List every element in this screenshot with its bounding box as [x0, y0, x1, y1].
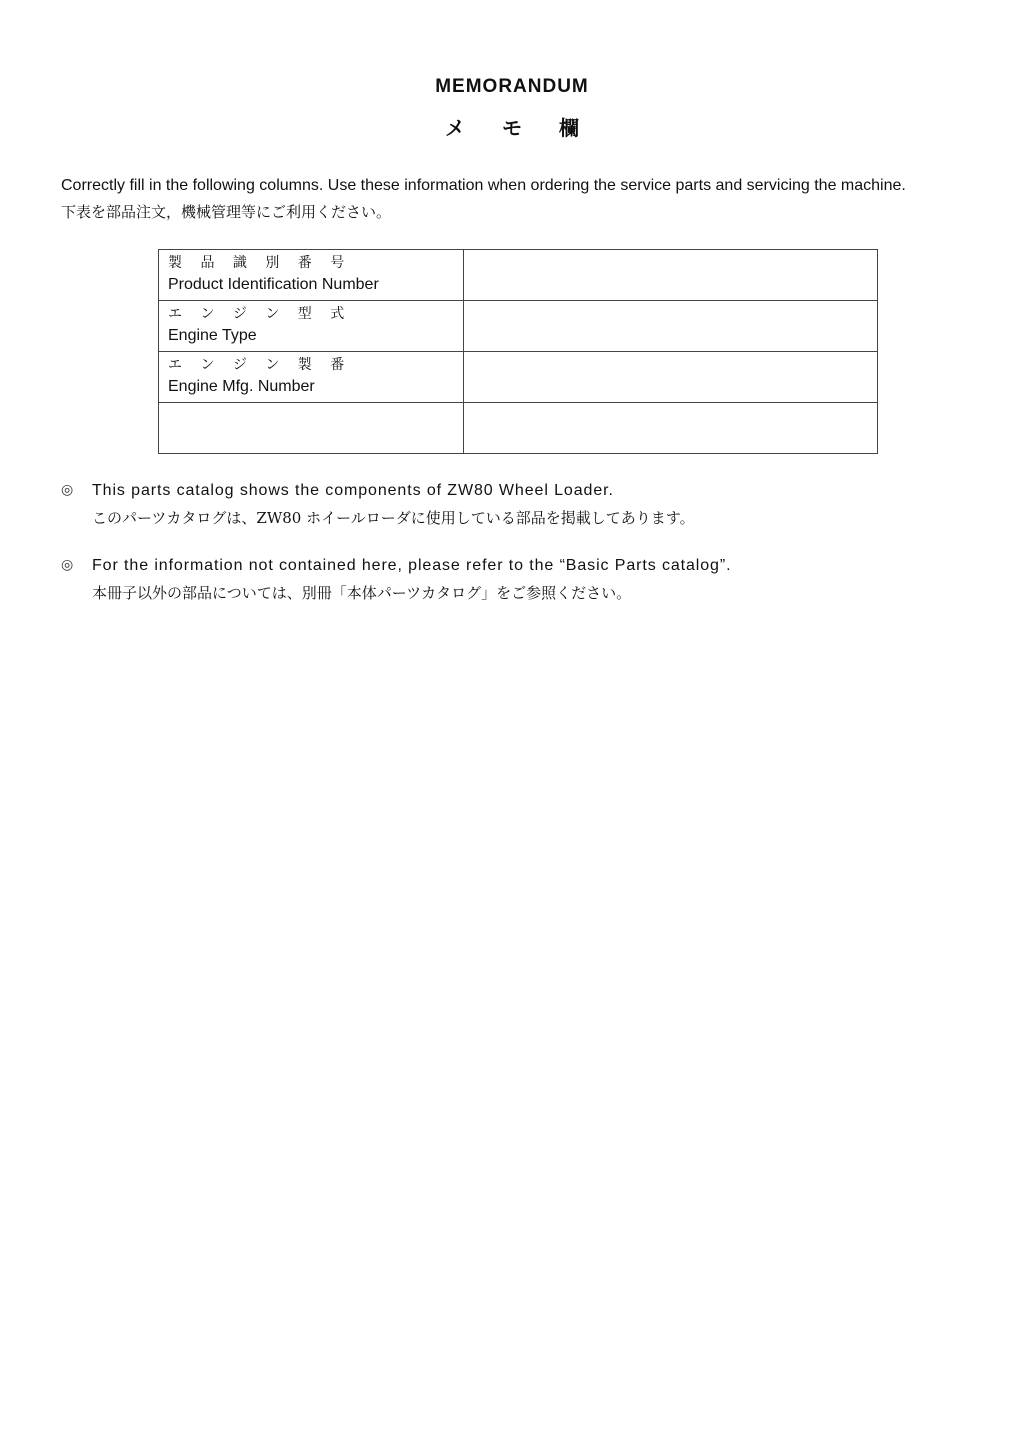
memo-table — [158, 249, 878, 454]
double-circle-bullet-icon: ◎ — [61, 557, 74, 573]
table-row — [159, 250, 878, 301]
instruction-japanese: 下表を部品注文，機械管理等にご利用ください。 — [61, 203, 392, 221]
note-japanese: このパーツカタログは、ZW80 ホイールローダに使用している部品を掲載してあります。 — [92, 509, 695, 527]
row-label-english: Engine Mfg. Number — [168, 378, 315, 395]
page-title: MEMORANDUM — [435, 76, 589, 97]
label-cell — [159, 352, 464, 403]
note-english: This parts catalog shows the components of ZW80 Wheel Loader. — [92, 482, 614, 499]
instruction-english: Correctly fill in the following columns. Use these information when ordering the service parts and servicing the machine. — [61, 177, 906, 194]
table-row — [159, 403, 878, 454]
table-row — [159, 352, 878, 403]
value-cell[interactable] — [464, 301, 878, 352]
label-cell — [159, 301, 464, 352]
row-label-japanese — [159, 403, 463, 426]
label-cell[interactable] — [159, 403, 464, 454]
row-label-japanese: エ ン ジ ン 製 番 — [168, 357, 345, 373]
note-english: For the information not contained here, please refer to the “Basic Parts catalog”. — [92, 557, 732, 574]
value-cell[interactable] — [464, 403, 878, 454]
value-cell[interactable] — [464, 352, 878, 403]
row-label-english: Engine Type — [168, 327, 257, 344]
double-circle-bullet-icon: ◎ — [61, 482, 74, 498]
note-japanese: 本冊子以外の部品については、別冊「本体パーツカタログ」をご参照ください。 — [92, 584, 632, 602]
row-label-japanese: 製 品 識 別 番 号 — [168, 255, 345, 271]
row-label-english — [159, 426, 463, 428]
row-label-japanese: エ ン ジ ン 型 式 — [168, 306, 345, 322]
value-cell[interactable] — [464, 250, 878, 301]
table-row — [159, 301, 878, 352]
row-label-english: Product Identification Number — [168, 276, 379, 293]
label-cell — [159, 250, 464, 301]
page-subtitle: メ モ 欄 — [445, 116, 579, 140]
